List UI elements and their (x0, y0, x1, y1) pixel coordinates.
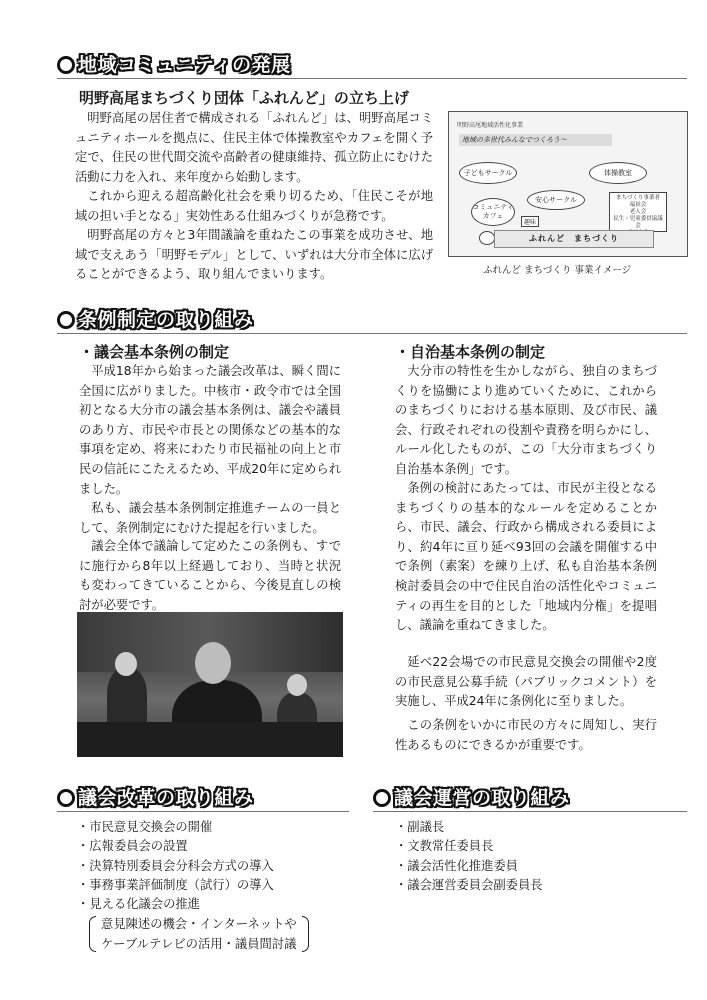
reform-list (77, 818, 274, 914)
section-title: 議会改革の取り組み (78, 787, 254, 809)
community-paragraph-1: 明野高尾の居住者で構成される「ふれんど」は、明野高尾コミュニティホールを拠点に、住民主体で体操教室やカフェを開く予定で、住民の世代間交流や高齢者の健康維持、孤立防止にむけた活動に力を入れ、来年度から始動します。 (75, 111, 433, 184)
operation-list (395, 818, 543, 895)
assembly-ordinance-subhead: ・議会基本条例の制定 (79, 343, 230, 361)
photo-face (287, 674, 307, 696)
reform-note-line-1: 意見陳述の機会・インターネットや (101, 917, 297, 931)
photo-person (107, 667, 147, 727)
diagram-caption: ふれんど まちづくり 事業イメージ (483, 265, 632, 276)
assembly-ordinance-paragraph-1: 平成18年から始まった議会改革は、瞬く間に全国に広がりました。中核市・政令市では全国初となる大分市の議会基本条例は、議会や議員のあり方、市民や市長との関係などの基本的な事項を定め、将来にわたり市民福祉の向上と市民の信託にこたえるため、平成20年に定められました。 (79, 364, 341, 496)
community-paragraph-3: 明野高尾の方々と3年間議論を重ねたこの事業を成功させ、地域で支えあう「明野モデル」として、いずれは大分市全体に広げることができるよう、取り組んでまいります。 (75, 228, 433, 282)
section-title: 地域コミュニティの発展 (78, 54, 291, 76)
community-paragraph-2: これから迎える超高齢化社会を乗り切るため、「住民こそが地域の担い手となる」実効性ある仕組みづくりが急務です。 (75, 189, 433, 223)
diagram-small-title: 明野高尾地域活性化事業 (457, 122, 524, 129)
circle-bullet-icon (57, 56, 75, 74)
section-divider (57, 78, 687, 79)
circle-bullet-icon (373, 789, 391, 807)
list-item: ・事務事業評価制度（試行）の導入 (77, 877, 274, 892)
circle-bullet-icon (57, 311, 75, 329)
assembly-ordinance-paragraph-3: 議会全体で議論して定めたこの条例も、すでに施行から8年以上経過しており、当時と状況も変わってきていることから、今後見直しの検討が必要です。 (79, 539, 341, 612)
list-item: ・広報委員会の設置 (77, 839, 188, 854)
section-divider (373, 811, 687, 812)
list-item: ・文教常任委員長 (395, 839, 494, 854)
community-subhead: 明野高尾まちづくり団体「ふれんど」の立ち上げ (79, 89, 409, 107)
photo-speaker-face (195, 642, 231, 684)
photo-face (115, 652, 137, 676)
section-heading-reform (57, 785, 254, 811)
diagram-side-box: まちづくり事業者 福祉会 老人会 民生・児童委員協議会 (609, 192, 667, 232)
list-item: ・議会運営委員会副委員長 (395, 877, 543, 892)
diagram-small-label: 趣味 (521, 216, 539, 227)
section-heading-community (57, 52, 291, 78)
autonomy-ordinance-paragraph-3: 延べ22会場での市民意見交換会の開催や2度の市民意見公募手続（パブリックコメント）を実施し、平成24年に条例化に至りました。 (395, 655, 657, 709)
diagram-banner: 地域の多世代みんなでつくろう〜 (459, 134, 612, 146)
autonomy-ordinance-paragraph-1: 大分市の特性を生かしながら、独自のまちづくりを協働により進めていくために、これからのまちづくりにおける基本原則、及び市民、議会、行政それぞれの役割や責務を明らかにし、ルール化したものが、この「大分市まちづくり自治基本条例」です。 (395, 364, 657, 476)
diagram-oval-kids: 子どもサークル (459, 162, 517, 184)
diagram-bottom-bar: ふれんど まちづくり (494, 230, 654, 248)
diagram-oval-safety: 安心サークル (527, 190, 585, 210)
council-photo (77, 612, 343, 757)
autonomy-ordinance-paragraph-2: 条例の検討にあたっては、市民が主役となるまちづくりの基本的なルールを定めることから、市民、議会、行政から構成される委員により、約4年に亘り延べ93回の会議を開催する中で条例（素案）を練り上げ、私も自治基本条例検討委員会の中で住民自治の活性化やコミュニティの再生を目的とした「地域内分権」を提唱し、議論を重ねてきました。 (395, 481, 657, 633)
right-paren-bracket (302, 916, 309, 952)
community-diagram (448, 111, 688, 257)
left-paren-bracket (89, 916, 96, 952)
section-divider (57, 333, 687, 334)
section-title: 条例制定の取り組み (78, 309, 254, 331)
reform-note-line-2: ケーブルテレビの活用・議員間討議 (101, 937, 297, 951)
list-item: ・見える化議会の推進 (77, 897, 200, 912)
smiley-icon (479, 231, 495, 245)
section-divider (57, 811, 349, 812)
diagram-oval-cafe: コミュニティ カフェ (471, 198, 515, 226)
autonomy-ordinance-subhead: ・自治基本条例の制定 (395, 343, 546, 361)
assembly-ordinance-paragraph-2: 私も、議会基本条例制定推進チームの一員として、条例制定にむけた提起を行いました。 (79, 501, 341, 535)
list-item: ・議会活性化推進委員 (395, 858, 518, 873)
reform-note (101, 914, 297, 954)
list-item: ・副議長 (395, 820, 445, 834)
list-item: ・市民意見交換会の開催 (77, 820, 213, 834)
diagram-oval-exercise: 体操教室 (589, 162, 647, 184)
section-heading-operation (373, 785, 570, 811)
section-heading-ordinance (57, 307, 254, 333)
list-item: ・決算特別委員会分科会方式の導入 (77, 858, 274, 873)
circle-bullet-icon (57, 789, 75, 807)
autonomy-ordinance-paragraph-4: この条例をいかに市民の方々に周知し、実行性あるものにできるかが重要です。 (395, 718, 657, 752)
section-title: 議会運営の取り組み (394, 787, 570, 809)
photo-desk (77, 722, 343, 757)
